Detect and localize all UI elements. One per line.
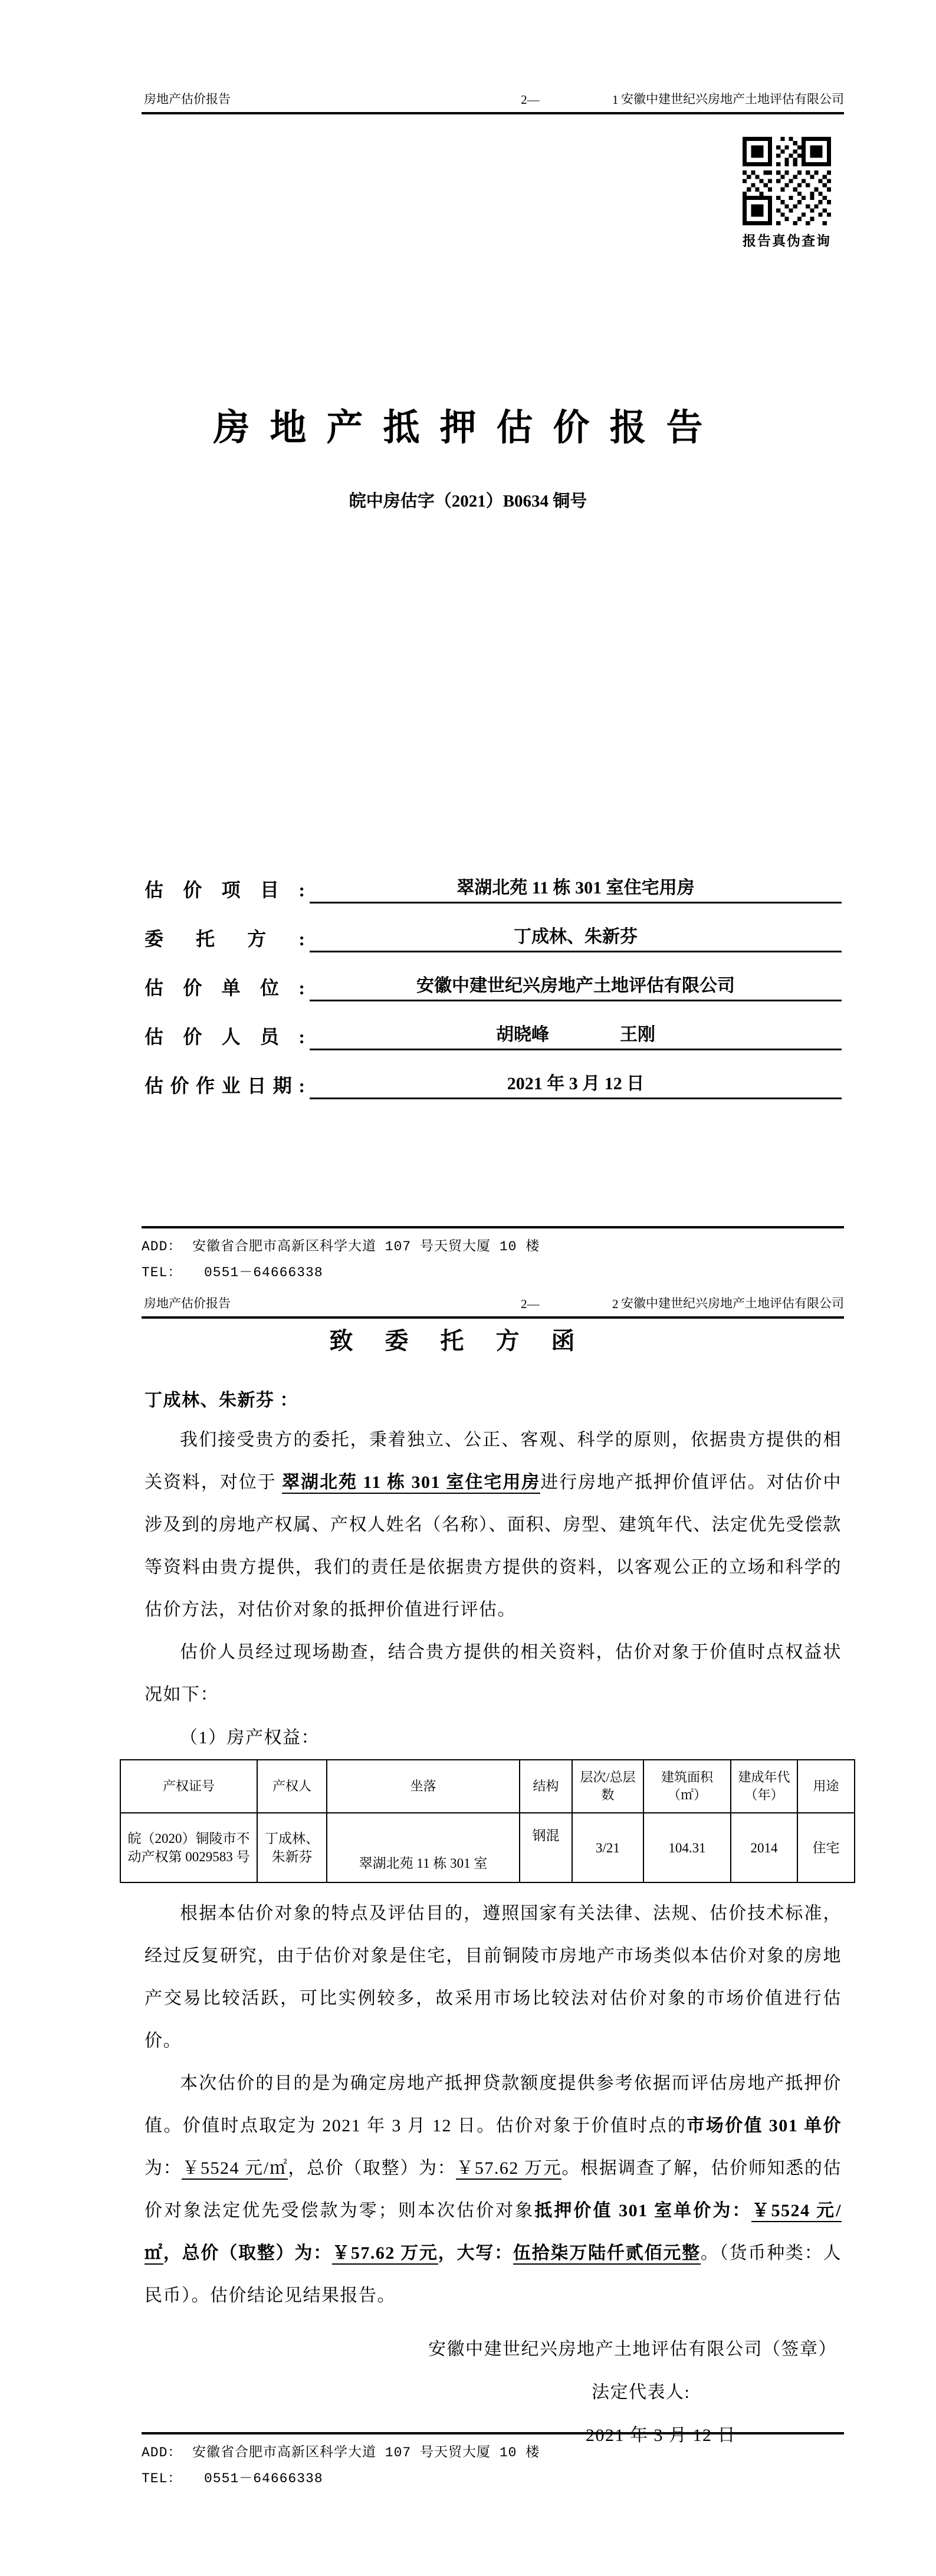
footer-rule (142, 1226, 844, 1228)
field-client (144, 923, 842, 952)
para4-text: 本次估价的目的是为确定房地产抵押贷款额度提供参考依据而评估房地产抵押价值。价值时点取定为 2021 年 3 月 12 日。估价对象于价值时点的 (144, 2074, 842, 2135)
running-header-doc-title: 房地产估价报告 (144, 93, 231, 106)
para4-market-value-label: 市场价值 301 单价 (687, 2116, 842, 2135)
cell-structure: 钢混 (520, 1813, 572, 1882)
address-value: 安徽省合肥市高新区科学大道 107 号天贸大厦 10 楼 (192, 1239, 540, 1254)
cell-usage: 住宅 (797, 1813, 855, 1882)
field-value: 2021 年 3 月 12 日 (310, 1069, 842, 1099)
footer-address-line (142, 1238, 844, 1256)
para1-subject-property: 翠湖北苑 11 栋 301 室住宅用房 (282, 1473, 540, 1494)
item-label-property-rights: （1）房产权益： (180, 1728, 320, 1747)
phone-value: 0551－64666338 (204, 2471, 323, 2486)
para4-total-price: ￥57.62 万元 (456, 2158, 561, 2180)
report-number: 皖中房估字（2021）B0634 铜号 (349, 492, 587, 511)
table-header-cell: 产权人 (257, 1760, 327, 1813)
para4-text: ，总价（取整）为： (288, 2158, 456, 2178)
running-header-page-total: 2— (521, 93, 540, 107)
para4-unit-price: ￥5524 元/㎡ (182, 2158, 288, 2180)
qr-caption: 报告真伪查询 (743, 234, 831, 248)
para4-mortgage-total-price: ￥57.62 万元 (332, 2243, 438, 2265)
footer-phone-line (142, 2470, 844, 2488)
table-header-cell: 建筑面积（㎡） (643, 1760, 731, 1813)
para4-amount-in-words: 伍拾柒万陆仟贰佰元整 (513, 2243, 701, 2265)
table-header-cell: 层次/总层数 (572, 1760, 643, 1813)
cover-fields (144, 874, 842, 1119)
table-data-row (120, 1813, 855, 1882)
qr-verification-block (742, 137, 832, 249)
address-label: ADD： (142, 1239, 182, 1254)
para1-post: 进行房地产抵押价值评估。对估价中涉及到的房地产权属、产权人姓名（名称）、面积、房型、建筑年代、法定优先受偿款等资料由贵方提供，我们的责任是依据贵方提供的资料，以客观公正的立场和科学的估价方法，对估价对象的抵押价值进行评估。 (144, 1473, 842, 1619)
running-header-page-number: 2 (612, 1297, 619, 1311)
cell-certificate-no: 皖（2020）铜陵市不动产权第 0029583 号 (120, 1813, 257, 1882)
address-label: ADD： (142, 2445, 182, 2460)
footer-address-line (142, 2444, 844, 2462)
running-header-doc-title: 房地产估价报告 (144, 1297, 231, 1310)
report-title: 房地产抵押估价报告 (213, 408, 723, 448)
field-label: 委托方: (144, 928, 305, 949)
para4-text: 。（货币种类：人民币）。估价结论见结果报告。 (144, 2243, 842, 2305)
signature-legal-representative: 法定代表人: (592, 2383, 691, 2402)
field-label: 估价单位: (144, 977, 305, 998)
running-header-company: 安徽中建世纪兴房地产土地评估有限公司 (621, 1297, 844, 1310)
table-header-cell: 坐落 (327, 1760, 520, 1813)
running-header-page-number: 1 (612, 93, 619, 107)
phone-label: TEL： (142, 2471, 182, 2486)
field-date (144, 1070, 842, 1099)
field-agency (144, 972, 842, 1001)
cell-location: 翠湖北苑 11 栋 301 室 (327, 1813, 520, 1882)
table-header-cell: 建成年代（年） (731, 1760, 797, 1813)
letter-body (127, 1387, 842, 2457)
salutation: 丁成林、朱新芬 ： (144, 1391, 298, 1410)
para1-pre: 我们接受贵方的委托，秉着独立、公正、客观、科学的原则，依据贵方提供的相关资料，对位于 (144, 1430, 842, 1492)
para4-text: ，大写： (438, 2243, 513, 2263)
letter-title: 致委托方函 (329, 1328, 607, 1354)
signature-company: 安徽中建世纪兴房地产土地评估有限公司（签章） (428, 2340, 837, 2359)
running-header-company: 安徽中建世纪兴房地产土地评估有限公司 (621, 93, 844, 106)
cell-year-built: 2014 (731, 1813, 797, 1882)
cell-area: 104.31 (643, 1813, 731, 1882)
page1-footer (142, 1226, 844, 1282)
cell-floor: 3/21 (572, 1813, 643, 1882)
field-value: 翠湖北苑 11 栋 301 室住宅用房 (310, 873, 842, 903)
address-value: 安徽省合肥市高新区科学大道 107 号天贸大厦 10 楼 (192, 2445, 540, 2460)
phone-value: 0551－64666338 (204, 1265, 323, 1280)
field-label: 估价人员: (144, 1026, 305, 1047)
paragraph-2: 估价人员经过现场勘查，结合贵方提供的相关资料，估价对象于价值时点权益状况如下： (144, 1642, 842, 1704)
paragraph-4 (144, 2062, 842, 2317)
para4-text: ，总价（取整）为： (163, 2243, 333, 2263)
para4-text: 为： (144, 2158, 182, 2178)
field-value: 安徽中建世纪兴房地产土地评估有限公司 (310, 971, 842, 1001)
page2-footer (142, 2432, 844, 2488)
field-label: 估价项目: (144, 879, 305, 901)
page1-running-header (142, 88, 844, 114)
table-header-cell: 产权证号 (120, 1760, 257, 1813)
para4-mortgage-value-label: 抵押价值 301 室单价为： (534, 2201, 752, 2220)
field-appraisers (144, 1021, 842, 1050)
paragraph-3: 根据本估价对象的特点及评估目的，遵照国家有关法律、法规、估价技术标准，经过反复研究，由于估价对象是住宅，目前铜陵市房地产市场类似本估价对象的房地产交易比较活跃，可比实例较多，故采用市场比较法对估价对象的市场价值进行估价。 (144, 1904, 842, 2051)
table-header-cell: 结构 (520, 1760, 572, 1813)
qr-code-icon (743, 137, 831, 225)
signature-date: 2021 年 3 月 12 日 (586, 2426, 736, 2445)
field-value: 丁成林、朱新芬 (310, 922, 842, 952)
field-value: 胡晓峰 王刚 (310, 1020, 842, 1050)
footer-rule (142, 2432, 844, 2434)
table-header-row (120, 1760, 855, 1813)
cell-owner: 丁成林、朱新芬 (257, 1813, 327, 1882)
para4-mortgage-unit-price: ￥5524 元/㎡ (144, 2201, 842, 2265)
phone-label: TEL： (142, 1265, 182, 1280)
table-header-cell: 用途 (797, 1760, 855, 1813)
property-rights-table (120, 1759, 855, 1883)
footer-phone-line (142, 1264, 844, 1282)
page2-running-header (142, 1293, 844, 1319)
running-header-page-total: 2— (521, 1297, 540, 1311)
para4-text: 。根据调查了解，估价师知悉的估价对象法定优先受偿款为零；则本次估价对象 (144, 2158, 842, 2220)
paragraph-1 (144, 1419, 842, 1631)
field-project (144, 874, 842, 903)
field-label: 估价作业日期: (144, 1075, 305, 1096)
